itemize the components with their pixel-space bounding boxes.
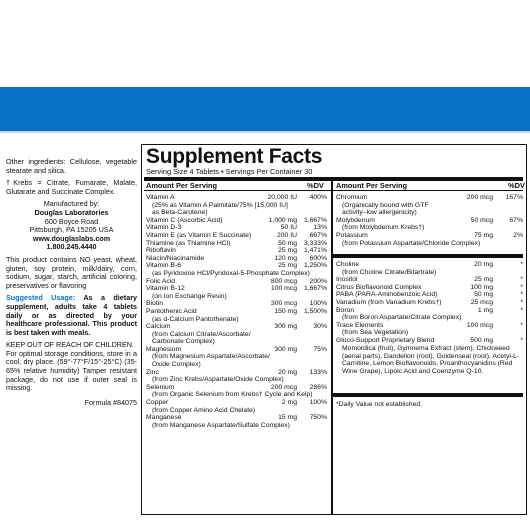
company-name: Douglas Laboratories	[34, 207, 109, 217]
facts-title: Supplement Facts	[146, 145, 323, 168]
nutrient-name: Potassium	[336, 231, 368, 239]
nutrient-amount: 2 mg	[281, 399, 297, 407]
keep-out-warning: KEEP OUT OF REACH OF CHILDREN.	[6, 340, 134, 350]
nutrient-amount: 800 mcg	[270, 277, 297, 285]
nutrient-dv: 133%	[309, 368, 327, 376]
manufactured-by: Manufactured by:	[43, 199, 100, 209]
nutrient-source-note: as Beta-Carotene)	[152, 209, 208, 217]
nutrient-row	[146, 224, 327, 232]
nutrient-name: Niacin/Niacinamide	[146, 254, 205, 262]
nutrient-row	[336, 307, 523, 315]
nutrient-name: Copper	[146, 399, 169, 407]
nutrient-source-note: Carbonate Complex)	[152, 338, 215, 346]
nutrient-name: Choline	[336, 261, 360, 268]
left-nutrient-list	[146, 194, 327, 429]
nutrient-row	[146, 346, 327, 354]
nutrient-name: Vitamin B-12	[146, 285, 185, 293]
nutrient-source-note: (from Potassium Aspartate/Chloride Complex)	[342, 239, 481, 247]
nutrient-row	[336, 217, 523, 225]
nutrient-row	[146, 278, 327, 286]
nutrient-row	[146, 308, 327, 316]
nutrient-amount: 25 mg	[474, 276, 493, 284]
nutrient-name: Vitamin E (as Vitamin E Succinate)	[146, 231, 252, 239]
nutrient-source-note: (from Manganese Aspartate/Sulfate Complex)	[152, 421, 290, 429]
nutrient-dv: 400%	[309, 194, 327, 201]
nutrient-dv: *	[520, 283, 523, 291]
nutrient-dv: *	[520, 306, 523, 314]
nutrient-amount: 300 mg	[274, 345, 297, 353]
supplement-facts-panel	[141, 144, 527, 515]
nutrient-row	[336, 299, 523, 307]
nutrient-dv: 30%	[313, 323, 327, 331]
nutrient-dv: 200%	[309, 277, 327, 285]
nutrient-amount: 20 mg	[474, 261, 493, 268]
suggested-usage-label: Suggested Usage:	[6, 293, 76, 303]
nutrient-amount: 50 IU	[280, 224, 297, 232]
nutrient-source-note: (from Sea Vegetation)	[342, 329, 409, 337]
suggested-usage-text: As a dietary supplement, adults take 4 tablets daily or as directed by your healthcare professional. This product is best taken with meals.	[6, 293, 137, 337]
nutrient-dv: 1,471%	[303, 247, 327, 255]
nutrient-dv: 75%	[313, 345, 327, 353]
nutrient-dv: *	[520, 298, 523, 306]
nutrient-name: Gluco-Support Proprietary Blend	[336, 336, 435, 344]
nutrient-row	[146, 247, 327, 255]
nutrient-row	[146, 232, 327, 240]
daily-value-footnote: *Daily Value not established.	[336, 401, 423, 408]
nutrient-source-note: (as d-Calcium Pantothenate)	[152, 315, 239, 323]
nutrient-row	[146, 323, 327, 331]
nutrient-amount: 100 mg	[470, 283, 493, 291]
label-side-panel	[6, 158, 137, 407]
serving-info: Serving Size 4 Tablets • Servings Per Container 30	[146, 167, 313, 176]
nutrient-amount: 50 mcg	[470, 216, 493, 224]
nutrient-amount: 300 mcg	[270, 300, 297, 308]
left-header-dv: %DV	[307, 181, 324, 190]
nutrient-source-note: Oxide Complex)	[152, 361, 201, 369]
nutrient-source-note: (from Zinc Krebs/Aspartate/Oxide Complex)	[152, 376, 284, 384]
nutrient-amount: 150 mg	[274, 307, 297, 315]
nutrient-row	[336, 322, 523, 330]
nutrient-name: Vitamin B-6	[146, 262, 182, 270]
nutrient-row	[336, 284, 523, 292]
nutrient-dv: *	[520, 291, 523, 299]
nutrient-dv: 67%	[509, 216, 523, 224]
nutrient-name: Riboflavin	[146, 247, 176, 255]
website: www.douglaslabs.com	[32, 233, 111, 243]
nutrient-amount: 200 IU	[276, 231, 297, 239]
header-color-band	[0, 87, 530, 131]
nutrient-name: Vitamin C (Ascorbic Acid)	[146, 216, 223, 224]
nutrient-dv: 3,333%	[303, 239, 327, 247]
left-header-rule	[144, 190, 331, 191]
nutrient-dv: *	[520, 321, 523, 329]
formula-number: Formula #84075	[84, 397, 137, 407]
other-ingredients: Other ingredients: Cellulose, vegetable stearate and silica.	[6, 157, 137, 175]
nutrient-source-note: (from Magnesium Aspartate/Ascorbate/	[152, 353, 270, 361]
nutrient-dv: 667%	[309, 231, 327, 239]
phone-number: 1.800.245.4440	[46, 242, 97, 252]
thick-rule-right	[333, 254, 523, 258]
nutrient-amount: 120 mg	[274, 254, 297, 262]
nutrient-dv: *	[520, 336, 523, 344]
left-header-amount: Amount Per Serving	[146, 181, 218, 190]
nutrient-amount: 200 mcg	[270, 383, 297, 391]
nutrient-name: Thiamine (as Thiamine HCl)	[146, 239, 231, 247]
nutrient-dv: 1,667%	[303, 216, 327, 224]
nutrient-name: Boron	[336, 306, 355, 314]
right-header-rule	[333, 190, 523, 191]
nutrient-row	[146, 255, 327, 263]
nutrient-source-note: (25% as Vitamin A Palmitate/75% [15,000 IU]	[152, 201, 288, 209]
nutrient-row	[146, 399, 327, 407]
nutrient-source-note: (from Boron Aspartate/Citrate Complex)	[342, 314, 462, 322]
nutrient-name: Chromium	[336, 194, 368, 201]
nutrient-row	[146, 414, 327, 422]
nutrient-amount: 300 mg	[274, 323, 297, 331]
nutrient-name: Zinc	[146, 368, 159, 376]
nutrient-amount: 25 mg	[278, 247, 297, 255]
nutrient-dv: 2%	[513, 231, 523, 239]
nutrient-dv: 1,500%	[303, 307, 327, 315]
nutrient-row	[146, 369, 327, 377]
nutrient-amount: 25 mg	[278, 262, 297, 270]
contains-no-statement: This product contains NO yeast, wheat, gluten, soy protein, milk/dairy, corn, sodium, sugar, starch, artificial coloring, preservatives or flavoring	[6, 254, 137, 290]
nutrient-source-note: (on Ion Exchange Resin)	[152, 292, 227, 300]
right-header-dv: %DV	[508, 181, 525, 190]
suggested-usage	[6, 294, 137, 337]
nutrient-row	[146, 240, 327, 248]
nutrient-row	[146, 285, 327, 293]
right-nutrient-list-bottom	[336, 261, 523, 345]
nutrient-source-note: (as Pyridoxine HCl/Pyridoxal-5-Phosphate Complex)	[152, 269, 310, 277]
nutrient-row	[336, 194, 523, 202]
nutrient-amount: 50 mg	[474, 291, 493, 299]
nutrient-row	[146, 384, 327, 392]
nutrient-name: Calcium	[146, 323, 171, 331]
nutrient-dv: *	[520, 276, 523, 284]
nutrient-dv: 100%	[309, 300, 327, 308]
nutrient-name: PABA (PARA-Aminobenzoic Acid)	[336, 291, 438, 299]
right-nutrient-list-top	[336, 194, 523, 247]
nutrient-dv: 13%	[313, 224, 327, 232]
nutrient-amount: 500 mg	[470, 336, 493, 344]
nutrient-row	[146, 262, 327, 270]
nutrient-dv: 1,250%	[303, 262, 327, 270]
manufacturer-block	[6, 200, 137, 252]
nutrient-name: Vanadium (from Vanadium Krebs†)	[336, 298, 442, 306]
city-address: Pittsburgh, PA 15205 USA	[29, 225, 114, 235]
nutrient-row	[146, 194, 327, 202]
nutrient-name: Folic Acid	[146, 277, 176, 285]
nutrient-amount: 100 mcg	[466, 321, 493, 329]
storage-instructions: For optimal storage conditions, store in a cool, dry place. (59°-77°F/15°-25°C) (35-65% relative humidity) Tamper resistant package, do not use if outer seal is missing.	[6, 348, 137, 393]
nutrient-amount: 1 mg	[477, 306, 493, 314]
nutrient-source-note: activity–low allergenicity)	[342, 209, 417, 217]
nutrient-amount: 200 mcg	[466, 194, 493, 201]
nutrient-amount: 1,000 mg	[268, 216, 297, 224]
nutrient-row	[146, 217, 327, 225]
nutrient-source-note: (from Choline Citrate/Bitartrate)	[342, 268, 437, 276]
nutrient-name: Selenium	[146, 383, 175, 391]
nutrient-source-note: (from Calcium Citrate/Ascorbate/	[152, 330, 251, 338]
nutrient-dv: *	[520, 261, 523, 268]
nutrient-source-note: (Organically bound with GTF	[342, 201, 429, 209]
krebs-note: †Krebs = Citrate, Fumarate, Malate, Glutarate and Succinate Complex.	[6, 178, 137, 196]
nutrient-name: Biotin	[146, 300, 164, 308]
nutrient-dv: 600%	[309, 254, 327, 262]
nutrient-row	[336, 291, 523, 299]
nutrient-amount: 15 mg	[278, 414, 297, 422]
nutrient-name: Vitamin D-3	[146, 224, 182, 232]
nutrient-dv: 1,667%	[303, 285, 327, 293]
nutrient-dv: 167%	[505, 194, 523, 201]
nutrient-row	[336, 261, 523, 269]
nutrient-name: Vitamin A	[146, 194, 175, 201]
nutrient-dv: 286%	[309, 383, 327, 391]
nutrient-dv: 750%	[309, 414, 327, 422]
nutrient-amount: 20 mg	[278, 368, 297, 376]
nutrient-amount: 20,000 IU	[267, 194, 297, 201]
band-underline	[0, 131, 530, 133]
nutrient-row	[336, 337, 523, 345]
nutrient-name: Inositol	[336, 276, 358, 284]
nutrient-name: Citrus Bioflavonoid Complex	[336, 283, 422, 291]
nutrient-row	[336, 232, 523, 240]
nutrient-amount: 25 mcg	[470, 298, 493, 306]
nutrient-source-note: (from Organic Selenium from Krebs† Cycle and Kelp)	[152, 391, 313, 399]
nutrient-name: Manganese	[146, 414, 182, 422]
nutrient-source-note: (from Copper Amino Acid Chelate)	[152, 406, 256, 414]
nutrient-dv: 100%	[309, 399, 327, 407]
street-address: 600 Boyce Road	[44, 216, 99, 226]
column-divider	[331, 178, 333, 514]
thick-rule-footnote	[333, 393, 523, 397]
nutrient-name: Pantothenic Acid	[146, 307, 197, 315]
nutrient-name: Trace Elements	[336, 321, 384, 329]
nutrient-source-note: (from Molybdenum Krebs†)	[342, 224, 425, 232]
nutrient-row	[146, 300, 327, 308]
nutrient-name: Molybdenum	[336, 216, 375, 224]
nutrient-amount: 75 mg	[474, 231, 493, 239]
right-header-amount: Amount Per Serving	[336, 181, 408, 190]
blend-ingredients: Momordica (fruit), Gymnema Exfract (stem), Chickweed (aerial parts), Dandelion (root), Goldenseal (root), Acetyl-L-Carnitine, Lemon Bioflavonoids, Proanthocyanidins (Red Wine Grape), Lipoic Acid and Coenzyme Q-10.	[342, 345, 520, 375]
nutrient-amount: 100 mcg	[270, 285, 297, 293]
nutrient-row	[336, 276, 523, 284]
nutrient-name: Magnesium	[146, 345, 182, 353]
nutrient-amount: 50 mg	[278, 239, 297, 247]
